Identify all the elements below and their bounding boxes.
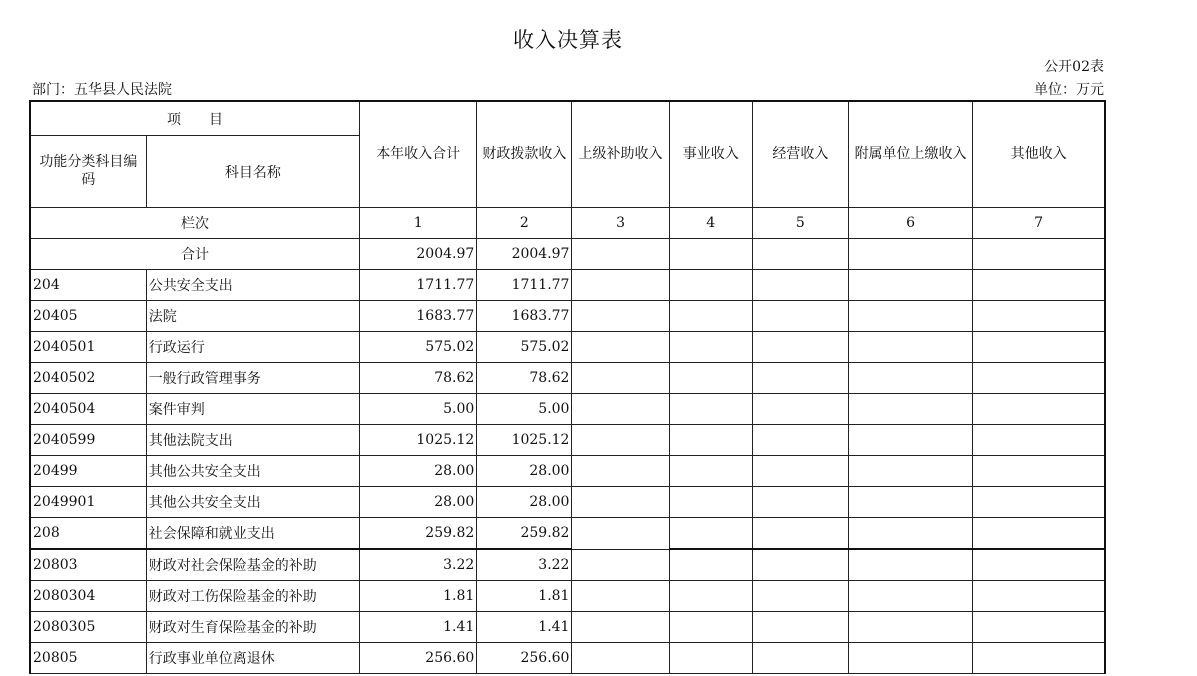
row-value-2: 259.82	[477, 518, 572, 550]
row-name: 一般行政管理事务	[146, 363, 359, 394]
row-value-4	[669, 456, 752, 487]
index-num-3: 3	[572, 208, 669, 239]
row-code: 20405	[30, 301, 146, 332]
row-value-1: 256.60	[360, 643, 477, 674]
row-value-2: 1711.77	[477, 270, 572, 301]
row-value-7	[973, 643, 1105, 674]
row-value-2: 28.00	[477, 456, 572, 487]
row-value-4	[669, 549, 752, 581]
row-value-6	[848, 612, 972, 643]
row-value-3	[572, 456, 669, 487]
total-value-7	[973, 239, 1105, 270]
row-value-3	[572, 363, 669, 394]
row-value-2: 1.41	[477, 612, 572, 643]
report-title: 收入决算表	[513, 28, 623, 52]
row-value-7	[973, 394, 1105, 425]
row-value-6	[848, 332, 972, 363]
row-name: 其他公共安全支出	[146, 456, 359, 487]
total-row	[30, 239, 1105, 270]
row-value-2: 1.81	[477, 581, 572, 612]
row-value-4	[669, 487, 752, 518]
total-value-6	[848, 239, 972, 270]
row-name: 财政对社会保险基金的补助	[146, 549, 359, 581]
row-value-6	[848, 363, 972, 394]
row-value-3	[572, 301, 669, 332]
row-value-4	[669, 518, 752, 550]
row-value-3	[572, 270, 669, 301]
header-col-7: 其他收入	[973, 101, 1105, 208]
row-value-1: 1.41	[360, 612, 477, 643]
row-value-3	[572, 425, 669, 456]
row-value-2: 575.02	[477, 332, 572, 363]
table-row	[30, 518, 1105, 550]
row-name: 其他公共安全支出	[146, 487, 359, 518]
row-value-3	[572, 487, 669, 518]
row-value-1: 1025.12	[360, 425, 477, 456]
row-code: 2040504	[30, 394, 146, 425]
index-num-4: 4	[669, 208, 752, 239]
row-value-1: 1683.77	[360, 301, 477, 332]
row-code: 20499	[30, 456, 146, 487]
table-row	[30, 549, 1105, 581]
table-row	[30, 425, 1105, 456]
row-value-7	[973, 301, 1105, 332]
row-value-1: 5.00	[360, 394, 477, 425]
header-col-5: 经营收入	[752, 101, 848, 208]
table-row	[30, 643, 1105, 674]
row-value-6	[848, 487, 972, 518]
row-name: 财政对生育保险基金的补助	[146, 612, 359, 643]
table-row	[30, 487, 1105, 518]
row-value-1: 259.82	[360, 518, 477, 550]
total-value-4	[669, 239, 752, 270]
row-value-1: 1711.77	[360, 270, 477, 301]
department-label: 部门：五华县人民法院	[32, 82, 172, 98]
row-value-6	[848, 581, 972, 612]
row-value-7	[973, 456, 1105, 487]
row-code: 208	[30, 518, 146, 550]
row-value-4	[669, 332, 752, 363]
row-name: 行政运行	[146, 332, 359, 363]
total-value-3	[572, 239, 669, 270]
row-name: 行政事业单位离退休	[146, 643, 359, 674]
table-row	[30, 612, 1105, 643]
row-value-5	[752, 425, 848, 456]
row-value-5	[752, 581, 848, 612]
form-number: 公开02表	[1044, 59, 1104, 75]
row-value-1: 1.81	[360, 581, 477, 612]
row-value-2: 28.00	[477, 487, 572, 518]
row-value-3	[572, 581, 669, 612]
row-value-3	[572, 643, 669, 674]
row-value-5	[752, 363, 848, 394]
row-value-7	[973, 487, 1105, 518]
row-value-7	[973, 270, 1105, 301]
total-value-2: 2004.97	[477, 239, 572, 270]
table-row	[30, 394, 1105, 425]
row-value-2: 3.22	[477, 549, 572, 581]
row-value-5	[752, 643, 848, 674]
row-value-4	[669, 612, 752, 643]
total-value-5	[752, 239, 848, 270]
row-value-6	[848, 549, 972, 581]
income-final-accounts-table	[29, 100, 1106, 674]
table-row	[30, 456, 1105, 487]
row-value-5	[752, 487, 848, 518]
row-value-3	[572, 394, 669, 425]
index-num-1: 1	[360, 208, 477, 239]
table-row	[30, 581, 1105, 612]
header-project: 项 目	[30, 101, 360, 136]
row-value-4	[669, 643, 752, 674]
header-col-6: 附属单位上缴收入	[848, 101, 972, 208]
row-code: 2080305	[30, 612, 146, 643]
row-value-1: 28.00	[360, 456, 477, 487]
row-value-6	[848, 270, 972, 301]
row-value-1: 78.62	[360, 363, 477, 394]
row-value-3	[572, 549, 669, 581]
row-name: 其他法院支出	[146, 425, 359, 456]
row-value-5	[752, 518, 848, 550]
row-code: 20803	[30, 549, 146, 581]
row-value-2: 256.60	[477, 643, 572, 674]
row-value-5	[752, 301, 848, 332]
row-value-4	[669, 301, 752, 332]
row-value-5	[752, 549, 848, 581]
index-num-6: 6	[848, 208, 972, 239]
unit-label: 单位：万元	[1034, 82, 1104, 98]
row-value-7	[973, 363, 1105, 394]
row-value-1: 3.22	[360, 549, 477, 581]
row-code: 2040502	[30, 363, 146, 394]
total-value-1: 2004.97	[360, 239, 477, 270]
index-row	[30, 208, 1105, 239]
row-name: 社会保障和就业支出	[146, 518, 359, 550]
row-value-5	[752, 394, 848, 425]
row-name: 案件审判	[146, 394, 359, 425]
row-value-4	[669, 394, 752, 425]
row-name: 公共安全支出	[146, 270, 359, 301]
row-code: 204	[30, 270, 146, 301]
row-value-6	[848, 394, 972, 425]
row-value-2: 5.00	[477, 394, 572, 425]
row-value-6	[848, 456, 972, 487]
row-value-6	[848, 301, 972, 332]
table-row	[30, 301, 1105, 332]
row-value-4	[669, 363, 752, 394]
header-col-1: 本年收入合计	[360, 101, 477, 208]
index-num-7: 7	[973, 208, 1105, 239]
index-label: 栏次	[30, 208, 360, 239]
row-value-5	[752, 612, 848, 643]
row-value-6	[848, 425, 972, 456]
row-value-7	[973, 425, 1105, 456]
row-value-5	[752, 270, 848, 301]
header-name: 科目名称	[146, 136, 359, 208]
total-label: 合计	[30, 239, 360, 270]
row-value-7	[973, 518, 1105, 550]
table-row	[30, 332, 1105, 363]
header-col-3: 上级补助收入	[572, 101, 669, 208]
row-code: 2040599	[30, 425, 146, 456]
row-value-5	[752, 456, 848, 487]
row-value-2: 1025.12	[477, 425, 572, 456]
row-value-4	[669, 425, 752, 456]
header-col-4: 事业收入	[669, 101, 752, 208]
row-value-2: 78.62	[477, 363, 572, 394]
row-code: 2049901	[30, 487, 146, 518]
row-value-6	[848, 643, 972, 674]
row-name: 财政对工伤保险基金的补助	[146, 581, 359, 612]
row-value-3	[572, 332, 669, 363]
row-code: 20805	[30, 643, 146, 674]
index-num-5: 5	[752, 208, 848, 239]
row-value-7	[973, 612, 1105, 643]
row-value-6	[848, 518, 972, 550]
index-num-2: 2	[477, 208, 572, 239]
row-value-2: 1683.77	[477, 301, 572, 332]
row-value-7	[973, 581, 1105, 612]
row-value-7	[973, 332, 1105, 363]
row-value-1: 575.02	[360, 332, 477, 363]
row-value-4	[669, 581, 752, 612]
row-value-4	[669, 270, 752, 301]
row-value-3	[572, 612, 669, 643]
table-row	[30, 270, 1105, 301]
header-col-2: 财政拨款收入	[477, 101, 572, 208]
row-value-1: 28.00	[360, 487, 477, 518]
row-value-3	[572, 518, 669, 550]
row-code: 2040501	[30, 332, 146, 363]
table-row	[30, 363, 1105, 394]
header-code: 功能分类科目编码	[30, 136, 146, 208]
row-code: 2080304	[30, 581, 146, 612]
row-name: 法院	[146, 301, 359, 332]
row-value-5	[752, 332, 848, 363]
row-value-7	[973, 549, 1105, 581]
